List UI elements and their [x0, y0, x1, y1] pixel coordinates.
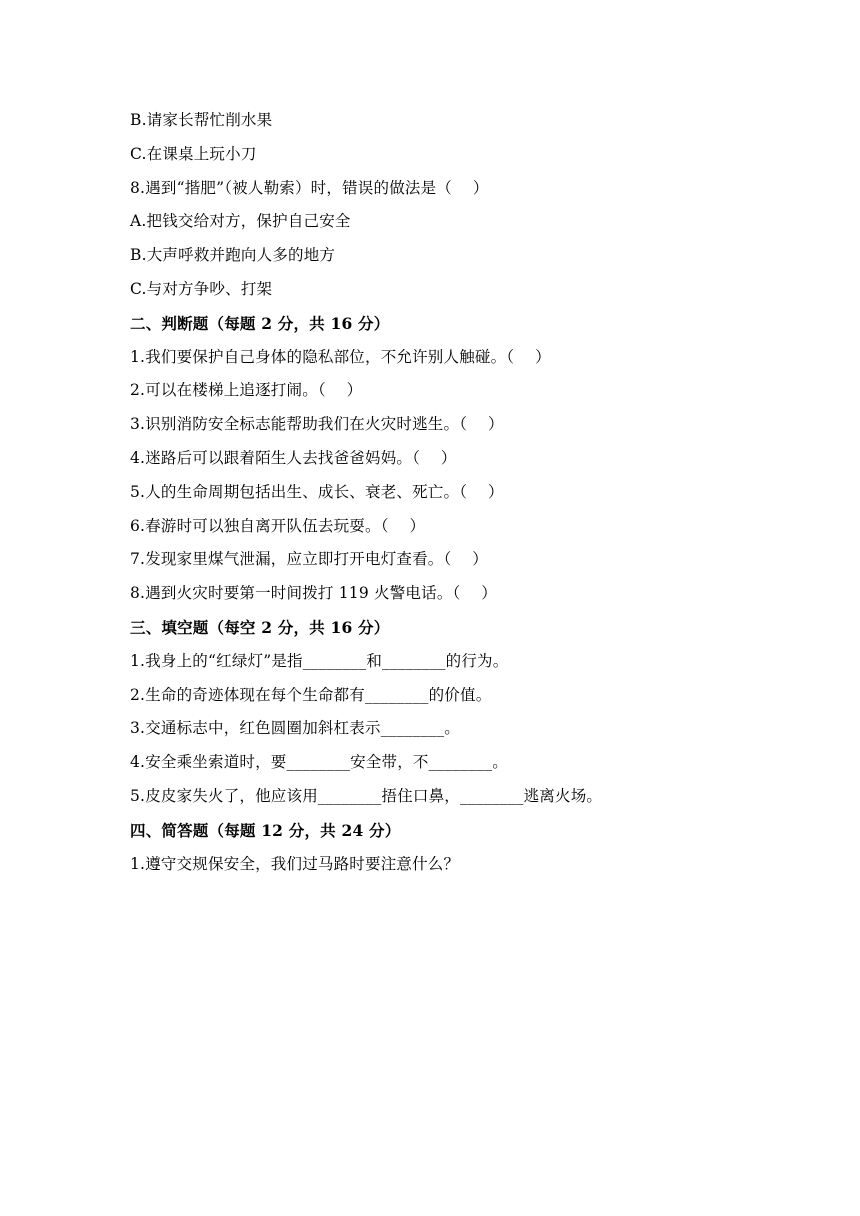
question-line: 6.春游时可以独自离开队伍去玩耍。（ ）	[130, 516, 426, 535]
question-line: 5.皮皮家失火了，他应该用________捂住口鼻，________逃离火场。	[130, 786, 603, 805]
question-line: 7.发现家里煤气泄漏，应立即打开电灯查看。（ ）	[130, 550, 488, 569]
option-line: A.把钱交给对方，保护自己安全	[130, 212, 351, 231]
question-line: 3.识别消防安全标志能帮助我们在火灾时逃生。（ ）	[130, 415, 504, 434]
question-line: 2.生命的奇迹体现在每个生命都有________的价值。	[130, 685, 492, 704]
option-line: B.大声呼救并跑向人多的地方	[130, 246, 336, 265]
document-page	[130, 104, 750, 881]
question-line: 5.人的生命周期包括出生、成长、衰老、死亡。（ ）	[130, 482, 504, 501]
question-line: 4.安全乘坐索道时，要________安全带，不________。	[130, 753, 508, 772]
question-line: 2.可以在楼梯上追逐打闹。（ ）	[130, 381, 363, 400]
question-line: 3.交通标志中，红色圆圈加斜杠表示________。	[130, 719, 460, 738]
question-line: 1.我们要保护自己身体的隐私部位，不允许别人触碰。（ ）	[130, 347, 551, 366]
question-line: 1.我身上的“红绿灯”是指________和________的行为。	[130, 651, 509, 670]
question-line: 8.遇到“揩肥”（被人勒索）时，错误的做法是（ ）	[130, 178, 489, 197]
section-heading-judgment: 二、判断题（每题 2 分，共 16 分）	[130, 313, 390, 333]
question-line: 1.遵守交规保安全，我们过马路时要注意什么？	[130, 854, 460, 873]
section-heading-short-answer: 四、简答题（每题 12 分，共 24 分）	[130, 820, 401, 840]
option-line: C.在课桌上玩小刀	[130, 144, 257, 163]
question-line: 8.遇到火灾时要第一时间拨打 119 火警电话。（ ）	[130, 584, 498, 603]
section-heading-fill-blank: 三、填空题（每空 2 分，共 16 分）	[130, 617, 390, 637]
question-line: 4.迷路后可以跟着陌生人去找爸爸妈妈。（ ）	[130, 448, 457, 467]
option-line: B.请家长帮忙削水果	[130, 111, 273, 129]
option-line: C.与对方争吵、打架	[130, 279, 273, 298]
